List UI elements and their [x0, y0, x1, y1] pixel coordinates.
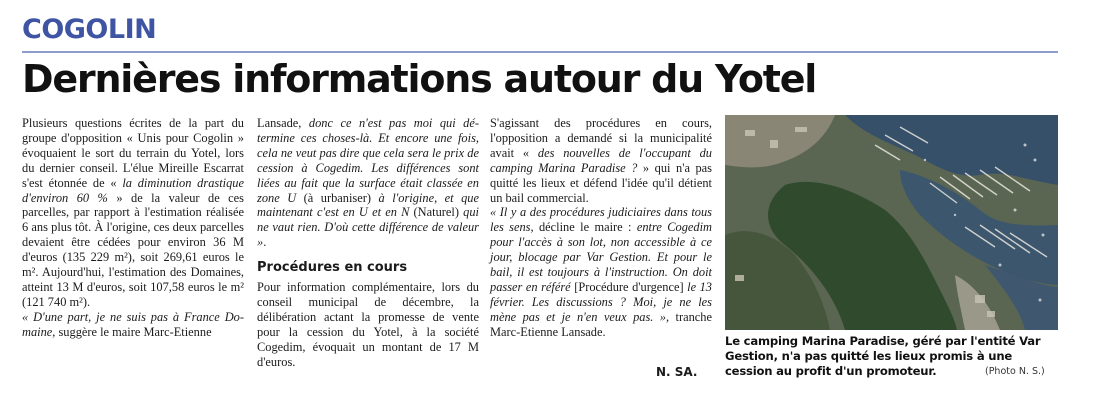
article-column-2	[257, 116, 479, 370]
paragraph: Lansade, donc ce n'est pas moi qui détermine ces choses-là. Et encore une fois, cela ne veut pas dire que cela sera le prix de cession à Cogedim. Les différences sont liées au fait que la surface était classée en zone U (à urbaniser) à l'origine, et que maintenant c'est en U et en N (Naturel) qui ne vaut rien. D'où cette différence de valeur ».	[257, 116, 479, 250]
quote-paragraph: « Il y a des procédures judiciaires dans tous les sens, décline le maire : entre Cogedim pour l'accès à son lot, non accessible à ce jour, blocage par Var Gestion. Et pour le bail, il est toujours à l'instruction. On doit passer en référé [Procédure d'urgence] le 13 février. Les discussions ? Moi, je ne les mène pas et je n'en veux pas. », tranche Marc-Etienne Lansade.	[490, 205, 713, 339]
aerial-photo-illustration	[725, 115, 1058, 330]
article-headline: Dernières informations autour du Yotel	[22, 57, 817, 101]
kicker-divider	[22, 51, 1058, 53]
paragraph: S'agissant des procédures en cours, l'opposition a demandé si la municipalité avait « des nouvelles de l'occupant du camping Marina Paradise ? » qui n'a pas quitté les lieux et défend l'idée qu'il détient un bail commercial.	[490, 116, 712, 205]
aerial-photo	[725, 115, 1058, 330]
paragraph: Plusieurs questions écrites de la part du groupe d'opposition « Unis pour Cogolin » évoquaient le sort du terrain du Yotel, lors du dernier conseil. L'élue Mireille Escarrat s'est étonnée de « la diminution drastique d'environ 60 % » de la valeur de ces parcelles, par rapport à l'estimation réalisée 6 ans plus tôt. À l'origine, ces deux parcelles devaient être cédées pour environ 36 M d'euros (135 229 m²), soit 269,61 euros le m². Aujourd'hui, l'estimation des Domaines, atteint 13 M d'euros, soit 107,58 euros le m² (121 740 m²).	[22, 116, 244, 309]
subheading: Procédures en cours	[257, 260, 408, 276]
article-column-1	[22, 116, 244, 340]
photo-credit: (Photo N. S.)	[985, 366, 1045, 377]
paragraph: Pour information complémentaire, lors du conseil municipal de décembre, la délibération actant la promesse de vente pour la cession du Yotel, à la société Cogedim, évoquait un montant de 17 M d'euros.	[257, 280, 479, 369]
paragraph: « D'une part, je ne suis pas à France Domaine, suggère le maire Marc-Etienne	[22, 309, 244, 339]
photo-caption: Le camping Marina Paradise, géré par l'entité Var Gestion, n'a pas quitté les lieux promis à une cession au profit d'un promoteur.	[725, 334, 1041, 378]
article-column-3	[490, 116, 712, 340]
author-signature: N. SA.	[656, 365, 698, 379]
section-kicker: COGOLIN	[22, 14, 157, 45]
